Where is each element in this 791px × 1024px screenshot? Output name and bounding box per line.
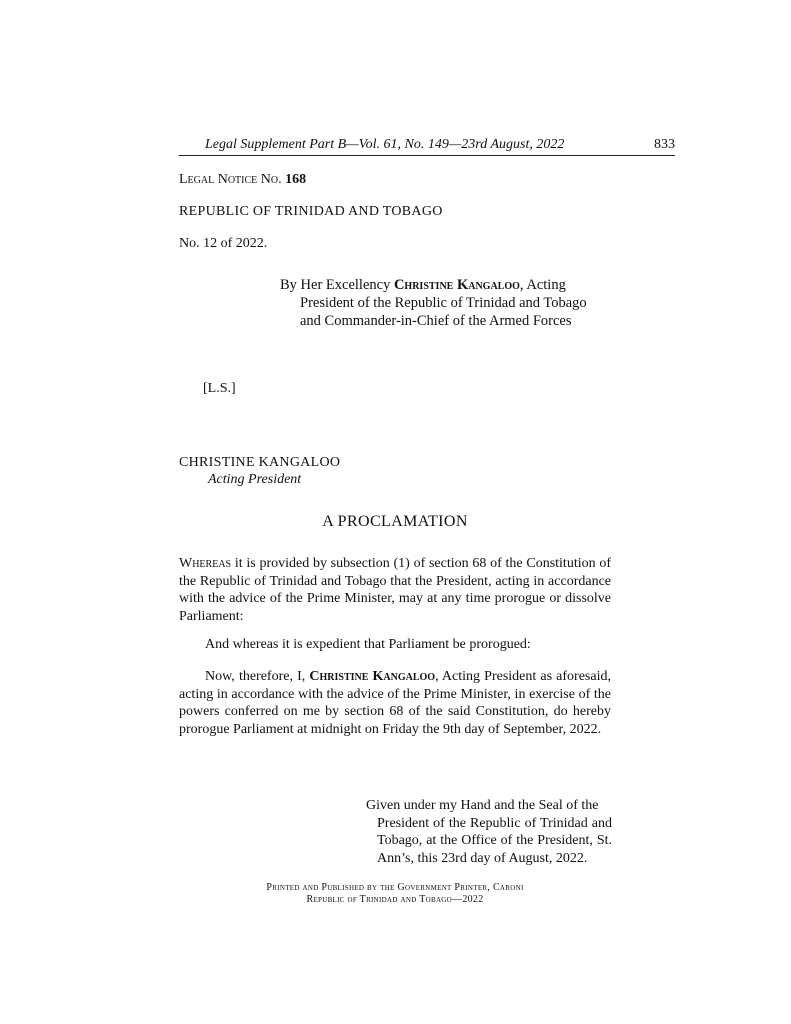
paragraph-whereas: Whereas it is provided by subsection (1) of section 68 of the Constitution of the Republic of Trinidad and Tobago that the President, acting in accordance with the advice of the Prime Minister, may at any time prorogue or dissolve Parliament: [179, 556, 611, 624]
header-rule [179, 155, 675, 156]
acting-president-name: Christine Kangaloo [309, 669, 436, 684]
legal-notice-label: Legal Notice No. [179, 172, 282, 187]
page-number: 833 [654, 137, 675, 152]
printer-line-1: Printed and Published by the Government Printer, Caroni [266, 882, 524, 893]
legal-notice-value: 168 [285, 172, 307, 187]
signature-name: CHRISTINE KANGALOO [179, 455, 341, 470]
proclamation-title: A PROCLAMATION [322, 513, 468, 530]
given-line-1: Given under my Hand and the Seal of the [366, 798, 599, 813]
excellency-line-1: By Her Excellency Christine Kangaloo, Acting [280, 277, 566, 293]
signature-title: Acting President [208, 472, 302, 487]
printer-line-2: Republic of Trinidad and Tobago—2022 [306, 894, 484, 905]
given-rest: President of the Republic of Trinidad and Tobago, at the Office of the President, St. Ann’s, this 23rd day of August, 2022. [377, 815, 612, 866]
running-title: Legal Supplement Part B—Vol. 61, No. 149—23rd August, 2022 [205, 137, 565, 152]
excellency-line-2: President of the Republic of Trinidad and Tobago [300, 295, 587, 311]
paragraph-now-therefore: Now, therefore, I, Christine Kangaloo, Acting President as aforesaid, acting in accordance with the advice of the Prime Minister, in exercise of the powers conferred on me by section 68 of the said Constitution, do hereby prorogue Parliament at midnight on Friday the 9th day of September, 2022. [179, 669, 611, 737]
paragraph-and-whereas: And whereas it is expedient that Parliament be prorogued: [205, 637, 531, 652]
printer-imprint [179, 882, 611, 906]
whereas-lead: Whereas [179, 556, 232, 571]
republic-heading: REPUBLIC OF TRINIDAD AND TOBAGO [179, 204, 443, 219]
law-number: No. 12 of 2022. [179, 236, 268, 251]
excellency-block [280, 276, 614, 330]
legal-notice-number [179, 171, 306, 189]
given-under-hand-block [366, 797, 612, 867]
excellency-line-3: and Commander-in-Chief of the Armed Forces [300, 313, 572, 329]
president-name: Christine Kangaloo [393, 277, 520, 293]
seal-mark: [L.S.] [203, 381, 236, 396]
